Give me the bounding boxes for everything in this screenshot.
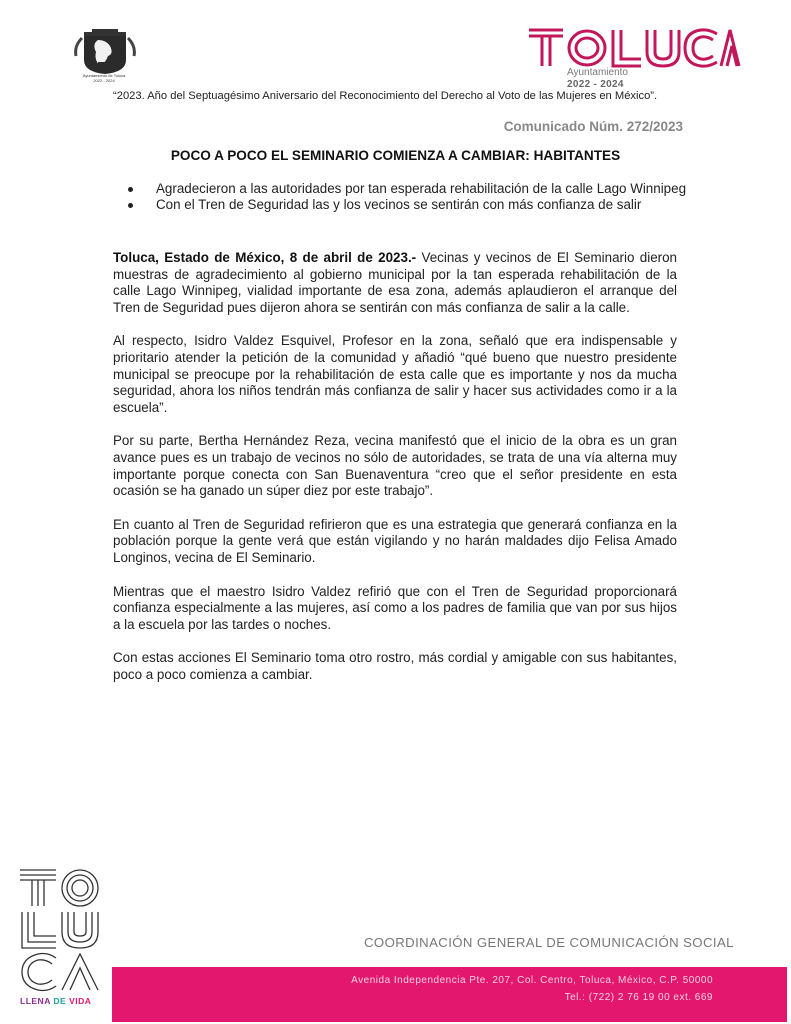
bullet-text: Con el Tren de Seguridad las y los vecinos se sentirán con más confianza de salir (156, 197, 642, 212)
paragraph-text: Vecinas y vecinos de El Seminario dieron muestras de agradecimiento al gobierno municipal por la tan esperada rehabilitación de la calle Lago Winnipeg, vialidad importante de esa zona, además aplaudieron el arranque del Tren de Seguridad pues dijeron ahora se sentirán con más confianza de salir a la calle. (113, 250, 677, 315)
footer-address: Avenida Independencia Pte. 207, Col. Centro, Toluca, México, C.P. 50000 (351, 975, 713, 986)
footer-phone: Tel.: (722) 2 76 19 00 ext. 669 (564, 992, 713, 1003)
paragraph: Por su parte, Bertha Hernández Reza, vecina manifestó que el inicio de la obra es un gran avance pues es un trabajo de vecinos no sólo de autoridades, se trata de una vía alterna muy importante porque conecta con San Buenaventura “creo que el señor presidente en esta ocasión se ha ganado un súper diez por este trabajo”. (113, 433, 677, 499)
article-body (113, 250, 677, 700)
paragraph-lead (113, 250, 677, 316)
tagline-part1: LLENA (20, 996, 54, 1006)
tagline-part2: DE (53, 996, 70, 1006)
paragraph: Mientras que el maestro Isidro Valdez refirió que con el Tren de Seguridad proporcionará confianza especialmente a las mujeres, así como a los padres de familia que van por sus hijos a la escuela por las tardes o noches. (113, 583, 677, 632)
toluca-brand-logo (527, 26, 742, 70)
summary-bullets (128, 181, 688, 213)
tagline-part3: VIDA (69, 996, 92, 1006)
bullet-icon (128, 187, 133, 192)
coordination-name: COORDINACIÓN GENERAL DE COMUNICACIÓN SOCIAL (364, 935, 734, 950)
bullet-item (128, 181, 688, 197)
brand-subtitle: Ayuntamiento (567, 67, 628, 78)
brand-years: 2022 - 2024 (567, 79, 624, 90)
seal-caption (64, 73, 144, 83)
footer-logo-text (104, 866, 105, 867)
paragraph: Con estas acciones El Seminario toma otro rostro, más cordial y amigable con sus habitantes, poco a poco comienza a cambiar. (113, 650, 677, 682)
press-release-number: Comunicado Núm. 272/2023 (503, 119, 683, 134)
headline: POCO A POCO EL SEMINARIO COMIENZA A CAMBIAR: HABITANTES (170, 148, 621, 163)
bullet-item (128, 197, 688, 213)
paragraph: En cuanto al Tren de Seguridad refirieron que es una estrategia que generará confianza en la población porque la gente verá que están vigilando y no harán maldades dijo Felisa Amado Longinos, vecina de El Seminario. (113, 516, 677, 565)
bullet-text: Agradecieron a las autoridades por tan esperada rehabilitación de la calle Lago Winnipeg (156, 181, 687, 196)
seal-caption-line2: 2022 - 2024 (93, 78, 115, 83)
dateline: Toluca, Estado de México, 8 de abril de 2023.- (113, 250, 417, 265)
footer-tagline (20, 996, 91, 1006)
toluca-logo-text (742, 26, 743, 27)
annual-motto: “2023. Año del Septuagésimo Aniversario del Reconocimiento del Derecho al Voto de las Mujeres en México”. (113, 90, 658, 102)
footer-toluca-logo (18, 866, 104, 994)
seal-caption-line1: Ayuntamiento de Toluca (82, 73, 126, 78)
bullet-icon (128, 203, 133, 208)
paragraph: Al respecto, Isidro Valdez Esquivel, Profesor en la zona, señaló que era indispensable y prioritario atender la petición de la comunidad y añadió “qué bueno que nuestro presidente municipal se preocupe por la rehabilitación de esta calle que es importante y nos da mucha seguridad, ahora los niños tendrán más confianza de salir y hacer sus actividades como ir a la escuela”. (113, 333, 677, 415)
